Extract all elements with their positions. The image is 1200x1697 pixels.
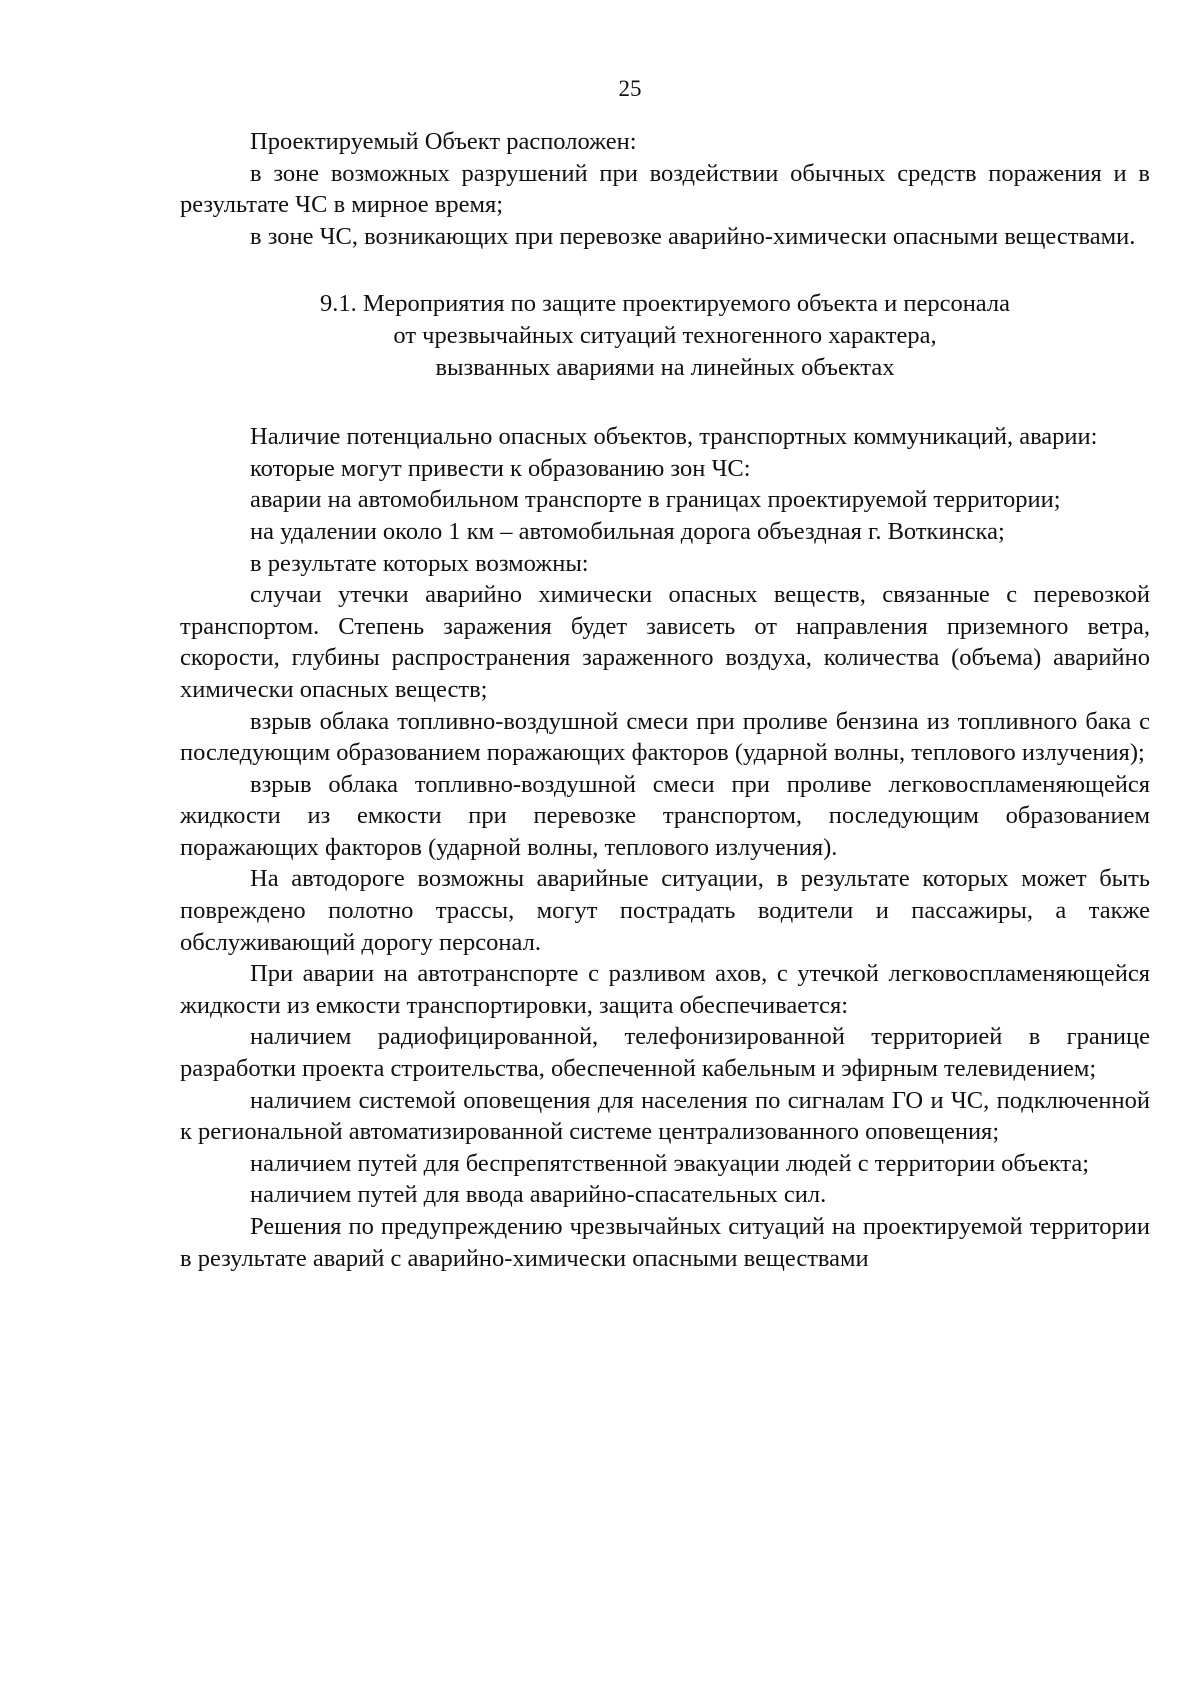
body-paragraph-15: Решения по предупреждению чрезвычайных ситуаций на проектируемой территории в результате аварий с аварийно-химически опасными веществами [180,1213,1150,1272]
body-paragraph-9: На автодороге возможны аварийные ситуации, в результате которых может быть повреждено полотно трассы, могут пострадать водители и пассажиры, а также обслуживающий дорогу персонал. [180,865,1150,956]
body-paragraph-2: которые могут привести к образованию зон ЧС: [250,454,751,482]
document-content [180,126,1150,1274]
body-paragraph-4: на удалении около 1 км – автомобильная дорога объездная г. Воткинска; [250,517,1005,545]
section-heading-line-2: от чрезвычайных ситуаций техногенного характера, [393,321,937,349]
intro-paragraph-1: Проектируемый Объект расположен: [250,128,637,155]
body-paragraph-12: наличием системой оповещения для населения по сигналам ГО и ЧС, подключенной к региональной автоматизированной системе централизованного оповещения; [180,1086,1150,1146]
body-paragraph-14: наличием путей для ввода аварийно-спасательных сил. [250,1181,827,1209]
section-heading [180,288,1150,383]
body-paragraph-8: взрыв облака топливно-воздушной смеси при проливе легковоспламеняющейся жидкости из емкости при перевозке транспортом, последующим образованием поражающих факторов (ударной волны, теплового излучения). [180,770,1150,861]
body-paragraph-11: наличием радиофицированной, телефонизированной территорией в границе разработки проекта строительства, обеспеченной кабельным и эфирным телевидением; [180,1023,1150,1083]
body-paragraph-5: в результате которых возможны: [250,549,589,577]
body-paragraph-10: При аварии на автотранспорте с разливом ахов, с утечкой легковоспламеняющейся жидкости из емкости транспортировки, защита обеспечивается: [180,960,1150,1019]
section-heading-line-3: вызванных авариями на линейных объектах [435,353,895,381]
body-paragraph-3: аварии на автомобильном транспорте в границах проектируемой территории; [250,486,1061,514]
body-paragraph-13: наличием путей для беспрепятственной эвакуации людей с территории объекта; [250,1149,1090,1177]
section-heading-line-1: 9.1. Мероприятия по защите проектируемого объекта и персонала [320,290,1010,318]
body-paragraph-7: взрыв облака топливно-воздушной смеси при проливе бензина из топливного бака с последующим образованием поражающих факторов (ударной волны, теплового излучения); [180,707,1150,767]
body-paragraph-1: Наличие потенциально опасных объектов, транспортных коммуникаций, аварии: [250,423,1098,451]
intro-paragraph-3: в зоне ЧС, возникающих при перевозке аварийно-химически опасными веществами. [250,222,1136,250]
body-paragraph-6: случаи утечки аварийно химически опасных веществ, связанные с перевозкой транспортом. Степень заражения будет зависеть от направления приземного ветра, скорости, глубины распространения зараженного воздуха, количества (объема) аварийно химически опасных веществ; [180,581,1150,703]
page-number: 25 [618,76,642,101]
intro-paragraph-2: в зоне возможных разрушений при воздействии обычных средств поражения и в результате ЧС в мирное время; [180,159,1150,219]
